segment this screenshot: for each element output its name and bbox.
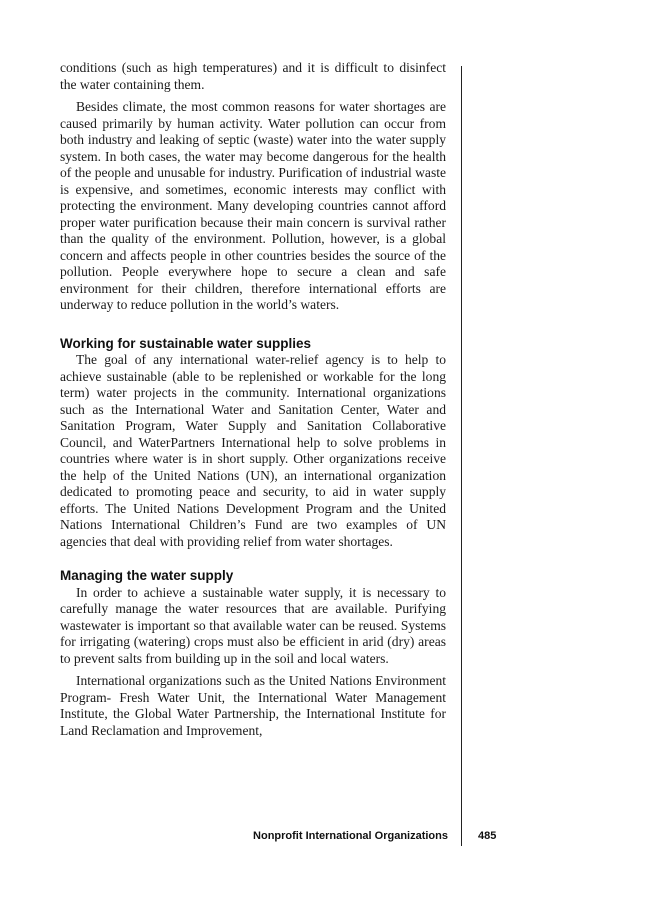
managing-paragraph-2: International organizations such as the United Nations Environment Program- Fresh Water Unit, the International Water Management Institute, the Global Water Partnership, the International Institute for Land Reclamation and Improvement, <box>60 673 446 738</box>
climate-paragraph: Besides climate, the most common reasons for water shortages are caused primarily by human activity. Water pollution can occur from both industry and leaking of septic (waste) water into the water supply system. In both cases, the water may become dangerous for the health of the people and unusable for industry. Purification of industrial waste is expensive, and sometimes, economic interests may conflict with protecting the environment. Many developing countries cannot afford proper water purification because their main concern is survival rather than the quality of the environment. Pollution, however, is a global concern and affects people in other countries besides the source of the pollution. People everywhere hope to secure a clean and safe environment for their children, therefore international efforts are underway to reduce pollution in the world’s waters. <box>60 99 446 312</box>
text-column <box>60 60 446 739</box>
section-heading-sustainable: Working for sustainable water supplies <box>60 335 312 351</box>
vertical-divider <box>461 66 462 846</box>
running-footer-title: Nonprofit International Organizations <box>253 830 448 842</box>
section-heading-managing: Managing the water supply <box>60 568 234 583</box>
continuation-paragraph: conditions (such as high temperatures) and it is difficult to disinfect the water containing them. <box>60 60 446 92</box>
managing-paragraph-1: In order to achieve a sustainable water supply, it is necessary to carefully manage the water resources that are available. Purifying wastewater is important so that available water can be reused. Systems for irrigating (watering) crops must also be efficient in arid (dry) areas to prevent salts from building up in the soil and local waters. <box>60 584 446 666</box>
sustainable-paragraph: The goal of any international water-relief agency is to help to achieve sustainable (able to be replenished or workable for the long term) water projects in the community. International organizations such as the International Water and Sanitation Center, Water and Sanitation Program, Water Supply and Sanitation Collaborative Council, and WaterPartners International help to solve problems in countries where water is in short supply. Other organizations receive the help of the United Nations (UN), an international organization dedicated to promoting peace and security, to aid in water supply efforts. The United Nations Development Program and the United Nations International Children’s Fund are two examples of UN agencies that deal with providing relief from water shortages. <box>60 352 446 549</box>
page-number: 485 <box>478 830 497 842</box>
